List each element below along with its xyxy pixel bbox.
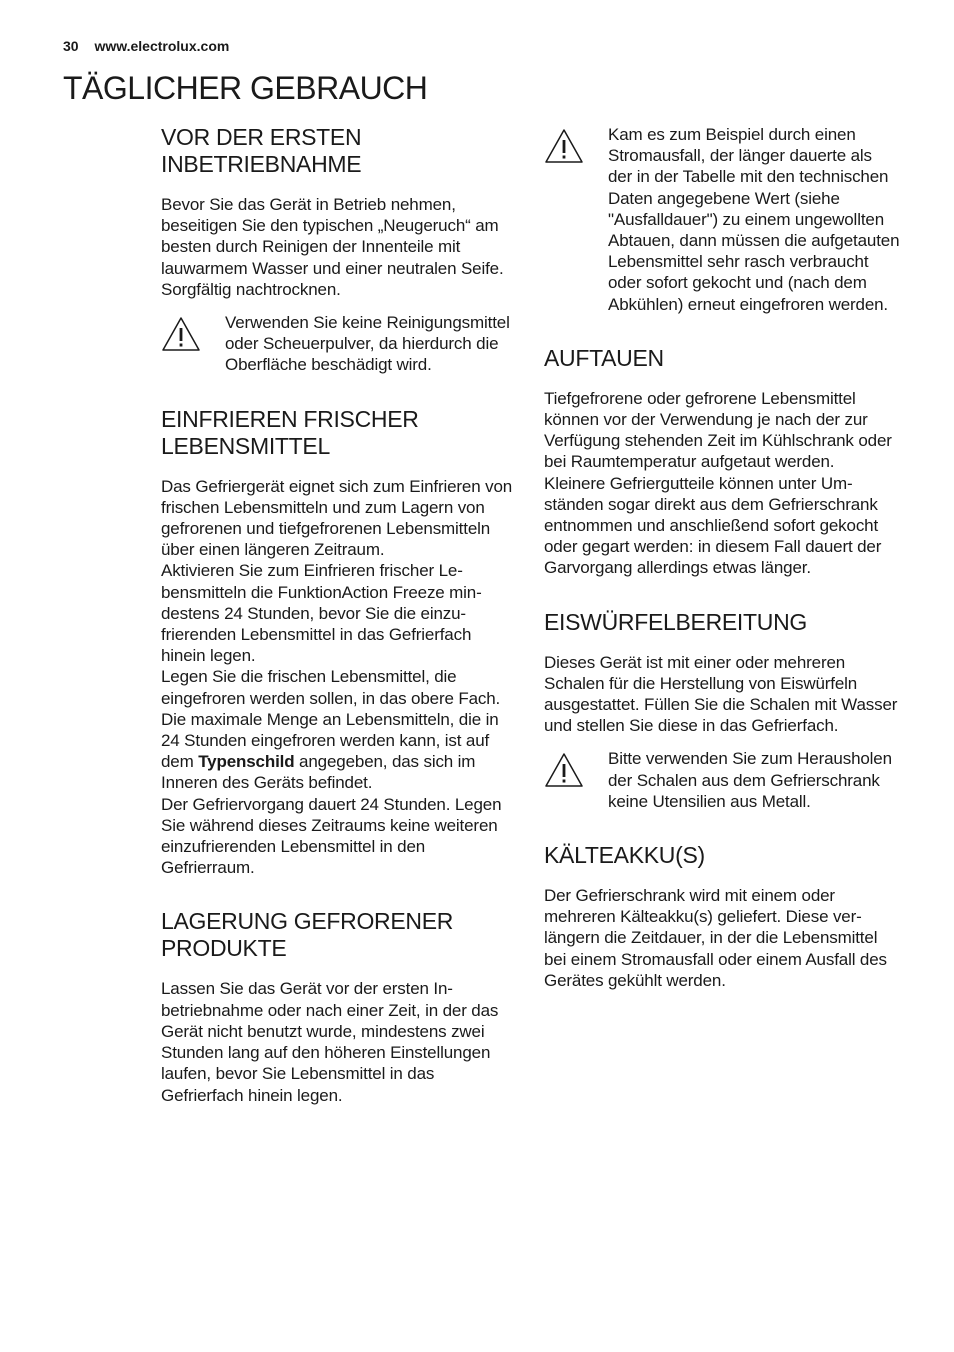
warning-triangle-icon [544, 128, 584, 164]
section-text: Bevor Sie das Gerät in Betrieb nehmen, beseitigen Sie den typischen „Neugeruch“ am besten durch Reinigen der Innenteile mit lauwarmem Wasser und einer neutralen Seife. Sorgfältig nachtrocknen. [161, 195, 504, 299]
section-text: Der Gefrierschrank wird mit einem oder mehreren Kälteakku(s) geliefert. Diese verlängern die Zeitdauer, in der die Lebensmittel bei einem Stromausfall oder einem Ausfall des Gerätes gekühlt werden. [544, 886, 887, 990]
warning-box [544, 124, 900, 315]
warning-box [161, 312, 513, 376]
section-auftauen [544, 345, 900, 579]
warning-text: Bitte verwenden Sie zum Herausholen der Schalen aus dem Gefrierschrank keine Utensilien aus Metall. [608, 749, 892, 811]
paragraph-part: Die maximale Menge an Lebensmitteln, die in 24 Stunden eingefroren werden kann, ist auf dem [161, 709, 499, 772]
paragraph: Kleinere Gefriergutteile können unter Umständen sogar direkt aus dem Gefrierschrank entnommen und anschließend sofort gekocht oder gegart werden: in diesem Fall dauert der Garvorgang allerdings etwas länger. [544, 473, 882, 578]
warning-text: Kam es zum Beispiel durch einen Stromausfall, der länger dauerte als der in der Tabelle mit den technischen Daten angegebene Wert (siehe "Ausfalldauer") zu einem ungewollten Abtauen, dann müssen die aufgetauten Lebensmittel sehr rasch verbraucht oder sofort gekocht und (nach dem Abkühlen) erneut eingefroren werden. [608, 125, 900, 314]
section-einfrieren [161, 406, 513, 879]
warning-triangle-icon [544, 752, 584, 788]
section-eiswuerfel [544, 609, 900, 812]
paragraph-part: angegeben, das sich im Inneren des Geräts befindet. [161, 752, 476, 793]
section-kaelteakku [544, 842, 900, 991]
warning-text: Verwenden Sie keine Reinigungsmittel oder Scheuerpulver, da hierdurch die Oberfläche beschädigt wird. [225, 313, 510, 375]
paragraph: Legen Sie die frischen Lebensmittel, die eingefroren werden sollen, in das obere Fach. [161, 667, 501, 708]
page-header [63, 38, 229, 54]
paragraph [161, 709, 513, 794]
paragraph: Aktivieren Sie zum Einfrieren frischer Lebensmitteln die FunktionAction Freeze mindestens 24 Stunden, bevor Sie die einzufrierenden Lebensmittel in das Gefrierfach hinein legen. [161, 561, 482, 666]
section-vor-der-ersten [161, 124, 513, 376]
typenschild-bold: Typenschild [198, 752, 295, 772]
section-heading: VOR DER ERSTEN INBETRIEBNAHME [161, 124, 362, 177]
page-title: TÄGLICHER GEBRAUCH [63, 70, 428, 106]
page-number: 30 [63, 38, 79, 54]
section-heading: LAGERUNG GEFRORENER PRODUKTE [161, 908, 454, 962]
section-text: Lassen Sie das Gerät vor der ersten Inbetriebnahme oder nach einer Zeit, in der das Gerät nicht benutzt wurde, mindestens zwei Stunden lang auf den höheren Einstellungen laufen, bevor Sie Lebensmittel in das Gefrierfach hinein legen. [161, 979, 499, 1105]
paragraph: Der Gefriervorgang dauert 24 Stunden. Legen Sie während dieses Zeitraums keine weiteren einzufrierenden Lebensmittel in den Gefrierraum. [161, 794, 502, 878]
section-text: Dieses Gerät ist mit einer oder mehreren Schalen für die Herstellung von Eiswürfeln ausgestattet. Füllen Sie die Schalen mit Wasser und stellen Sie diese in das Gefrierfach. [544, 652, 898, 736]
paragraph: Tiefgefrorene oder gefrorene Lebensmittel können vor der Verwendung je nach der zur Verfügung stehenden Zeit im Kühlschrank oder bei Raumtemperatur aufgetaut werden. [544, 388, 892, 472]
right-column [544, 124, 900, 1021]
warning-triangle-icon [161, 316, 201, 352]
site-url: www.electrolux.com [94, 38, 230, 54]
section-heading: AUFTAUEN [544, 344, 664, 371]
left-column [161, 124, 513, 1136]
section-heading: EISWÜRFELBEREITUNG [544, 608, 807, 635]
section-lagerung [161, 908, 513, 1105]
section-heading: EINFRIEREN FRISCHER LEBENSMITTEL [161, 405, 419, 459]
section-heading: KÄLTEAKKU(S) [544, 842, 705, 869]
warning-box [544, 748, 900, 812]
paragraph: Das Gefriergerät eignet sich zum Einfrieren von frischen Lebensmitteln und zum Lagern von gefrorenen und tiefgefrorenen Lebensmitteln über einen längeren Zeitraum. [161, 476, 513, 560]
